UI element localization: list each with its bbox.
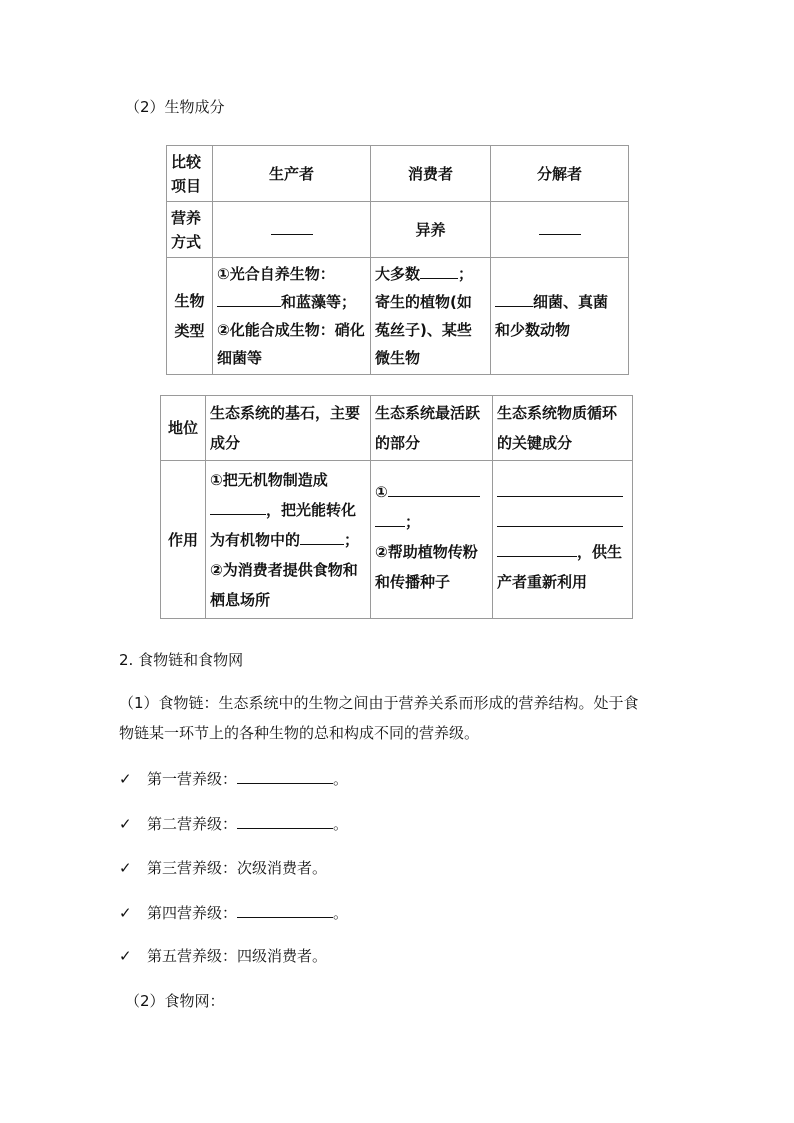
producer-function-1: ①把无机物制造成 <box>210 470 328 489</box>
consumer-function-2: ②帮助植物传粉和传播种子 <box>375 543 478 591</box>
punct: 。 <box>333 815 349 833</box>
punct: ； <box>405 513 421 531</box>
table-row <box>167 146 629 202</box>
table-row <box>161 396 633 461</box>
producer-function-4: ②为消费者提供食物和栖息场所 <box>210 560 358 609</box>
list-item <box>119 858 327 878</box>
blank-line <box>495 288 533 307</box>
row-label-nutrition: 营养方式 <box>167 202 213 258</box>
check-icon: ✓ <box>119 904 132 922</box>
blank-line <box>237 813 333 829</box>
list-item <box>119 902 348 923</box>
blank-line <box>539 216 581 235</box>
decomposer-type-2: 和少数动物 <box>495 321 571 339</box>
blank-line <box>271 216 313 235</box>
decomposer-types-cell <box>491 258 629 375</box>
level-label: 第一营养级： <box>147 770 238 788</box>
punct: ； <box>458 265 474 283</box>
list-item <box>119 946 327 966</box>
decomposer-function-end: ，供生产者重新利用 <box>497 543 623 591</box>
producer-type-1: ①光合自养生物： <box>217 265 335 283</box>
row-label-types: 生物类型 <box>167 258 213 375</box>
table-row <box>161 461 633 619</box>
blank-line <box>497 508 623 527</box>
producer-type-2: 和蓝藻等； <box>281 293 357 311</box>
list-item <box>119 813 348 834</box>
blank-line <box>300 526 344 545</box>
table-row <box>167 202 629 258</box>
decomposer-function-cell <box>493 461 633 619</box>
table-row <box>167 258 629 375</box>
level-label: 第五营养级： <box>147 947 238 965</box>
components-table <box>166 145 629 375</box>
blank-line <box>497 538 577 557</box>
header-compare-item: 比较项目 <box>167 146 213 202</box>
consumer-function-1: ① <box>375 483 388 501</box>
consumer-types-cell <box>371 258 491 375</box>
row-label-function: 作用 <box>161 461 206 619</box>
blank-line <box>217 288 281 307</box>
consumer-nutrition-cell: 异养 <box>371 202 491 258</box>
level-label: 第二营养级： <box>147 815 238 833</box>
blank-line <box>210 496 266 515</box>
decomposer-type-1: 细菌、真菌 <box>533 293 609 311</box>
consumer-function-cell <box>371 461 493 619</box>
producer-function-2: ，把光能转化 <box>266 500 357 519</box>
level-answer: 次级消费者。 <box>237 859 328 877</box>
punct: ； <box>344 530 360 549</box>
blank-line <box>237 768 333 784</box>
blank-line <box>497 478 623 497</box>
check-icon: ✓ <box>119 947 132 965</box>
header-decomposer: 分解者 <box>491 146 629 202</box>
producer-nutrition-cell <box>213 202 371 258</box>
roles-table <box>160 395 633 619</box>
section-title-biological-components: （2）生物成分 <box>125 98 225 116</box>
check-icon: ✓ <box>119 859 132 877</box>
level-label: 第四营养级： <box>147 904 238 922</box>
blank-line <box>237 902 333 918</box>
list-item <box>119 768 348 789</box>
blank-line <box>388 478 480 497</box>
producer-status: 生态系统的基石，主要成分 <box>206 396 371 461</box>
food-chain-definition-line-1: （1）食物链：生态系统中的生物之间由于营养关系而形成的营养结构。处于食 <box>119 694 639 712</box>
section-title-food-chain: 2. 食物链和食物网 <box>119 651 244 669</box>
level-label: 第三营养级： <box>147 859 238 877</box>
producer-function-3: 为有机物中的 <box>210 530 301 549</box>
check-icon: ✓ <box>119 770 132 788</box>
blank-line <box>375 508 405 527</box>
producer-type-3: ②化能合成生物：硝化细菌等 <box>217 321 365 367</box>
header-producer: 生产者 <box>213 146 371 202</box>
section-title-food-web: （2）食物网： <box>125 992 225 1010</box>
punct: 。 <box>333 770 349 788</box>
consumer-status: 生态系统最活跃的部分 <box>371 396 493 461</box>
decomposer-status: 生态系统物质循环的关键成分 <box>493 396 633 461</box>
consumer-type-1: 大多数 <box>375 265 421 283</box>
punct: 。 <box>333 904 349 922</box>
header-consumer: 消费者 <box>371 146 491 202</box>
food-chain-definition-line-2: 物链某一环节上的各种生物的总和构成不同的营养级。 <box>119 724 480 742</box>
level-answer: 四级消费者。 <box>237 947 328 965</box>
blank-line <box>420 260 458 279</box>
producer-types-cell <box>213 258 371 375</box>
row-label-status: 地位 <box>161 396 206 461</box>
producer-function-cell <box>206 461 371 619</box>
decomposer-nutrition-cell <box>491 202 629 258</box>
check-icon: ✓ <box>119 815 132 833</box>
consumer-type-2: 寄生的植物(如菟丝子)、某些微生物 <box>375 293 472 367</box>
